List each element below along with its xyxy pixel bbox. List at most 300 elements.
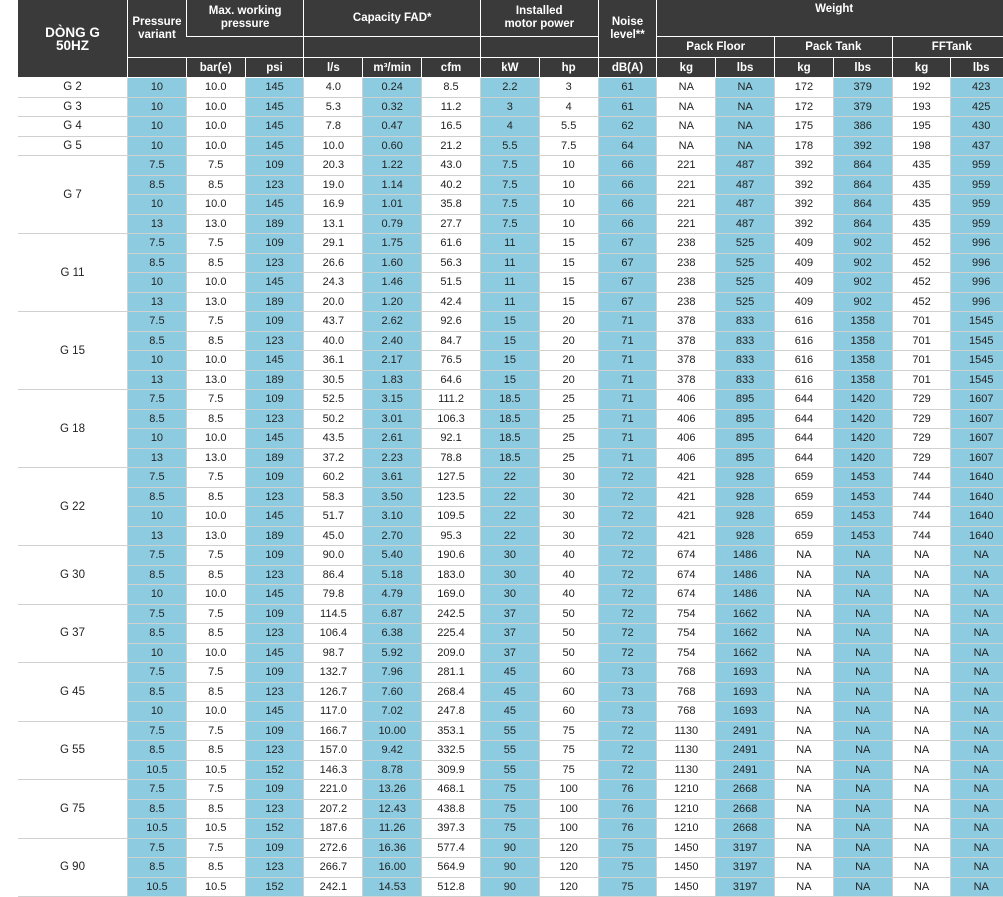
value-cell: 242.5 [422,604,481,624]
value-cell: 7.5 [186,546,245,566]
value-cell: 7.5 [186,604,245,624]
model-cell: G 18 [18,390,128,468]
value-cell: NA [892,565,951,585]
value-cell: 40 [539,565,598,585]
value-cell: 20.0 [304,292,363,312]
value-cell: NA [892,819,951,839]
table-row [18,331,1003,351]
value-cell: 189 [245,292,304,312]
table-row [18,175,1003,195]
value-cell: 55 [480,721,539,741]
value-cell: 659 [775,468,834,488]
value-cell: 145 [245,702,304,722]
value-cell: 379 [833,97,892,117]
value-cell: 25 [539,429,598,449]
value-cell: NA [951,643,1003,663]
value-cell: 26.6 [304,253,363,273]
value-cell: 10 [128,136,187,156]
value-cell: 71 [598,409,657,429]
value-cell: 192 [892,78,951,98]
noise-level-header: Noise level** [598,0,657,58]
value-cell: 1693 [716,682,775,702]
value-cell: NA [951,858,1003,878]
value-cell: NA [892,721,951,741]
value-cell: NA [775,546,834,566]
model-cell: G 15 [18,312,128,390]
value-cell: 66 [598,214,657,234]
value-cell: 1.46 [363,273,422,293]
value-cell: 15 [539,273,598,293]
value-cell: 10 [539,156,598,176]
value-cell: 959 [951,195,1003,215]
table-row [18,877,1003,897]
model-cell: G 3 [18,97,128,117]
value-cell: 10.0 [186,643,245,663]
value-cell: NA [833,838,892,858]
value-cell: 43.7 [304,312,363,332]
value-cell: 8.5 [128,858,187,878]
value-cell: 15 [480,351,539,371]
value-cell: 1130 [657,721,716,741]
value-cell: 10.0 [186,702,245,722]
value-cell: 8.5 [186,565,245,585]
value-cell: 123 [245,565,304,585]
value-cell: 172 [775,97,834,117]
value-cell: 768 [657,702,716,722]
value-cell: 1.22 [363,156,422,176]
value-cell: 123 [245,487,304,507]
value-cell: 10 [539,214,598,234]
value-cell: 13 [128,292,187,312]
value-cell: 3 [480,97,539,117]
value-cell: NA [951,624,1003,644]
value-cell: 92.6 [422,312,481,332]
value-cell: 11.2 [422,97,481,117]
value-cell: 421 [657,487,716,507]
value-cell: NA [833,760,892,780]
value-cell: 75 [480,819,539,839]
value-cell: 0.60 [363,136,422,156]
value-cell: 123 [245,175,304,195]
value-cell: 7.5 [128,604,187,624]
value-cell: NA [775,799,834,819]
value-cell: NA [833,858,892,878]
value-cell: 644 [775,409,834,429]
value-cell: 15 [539,253,598,273]
value-cell: 7.5 [128,312,187,332]
model-cell: G 22 [18,468,128,546]
value-cell: 157.0 [304,741,363,761]
value-cell: 7.5 [480,195,539,215]
value-cell: 1210 [657,819,716,839]
value-cell: 10.0 [186,585,245,605]
value-cell: 1.01 [363,195,422,215]
value-cell: 487 [716,175,775,195]
value-cell: 379 [833,78,892,98]
value-cell: 10.0 [304,136,363,156]
value-cell: 8.5 [186,799,245,819]
value-cell: 902 [833,292,892,312]
value-cell: 16.5 [422,117,481,137]
value-cell: NA [951,565,1003,585]
value-cell: 616 [775,370,834,390]
value-cell: 425 [951,97,1003,117]
table-row [18,760,1003,780]
value-cell: 30 [480,565,539,585]
value-cell: 36.1 [304,351,363,371]
value-cell: 45 [480,702,539,722]
value-cell: 25 [539,390,598,410]
table-row [18,78,1003,98]
value-cell: 5.18 [363,565,422,585]
value-cell: 10.0 [186,117,245,137]
value-cell: NA [892,702,951,722]
value-cell: 45.0 [304,526,363,546]
value-cell: 238 [657,292,716,312]
value-cell: 8.5 [128,741,187,761]
value-cell: 40.0 [304,331,363,351]
value-cell: NA [833,585,892,605]
value-cell: 744 [892,507,951,527]
value-cell: 123 [245,624,304,644]
value-cell: 120 [539,858,598,878]
value-cell: 8.5 [128,682,187,702]
value-cell: 10 [128,97,187,117]
value-cell: NA [951,604,1003,624]
value-cell: 1420 [833,409,892,429]
value-cell: 895 [716,390,775,410]
value-cell: 19.0 [304,175,363,195]
value-cell: 30 [539,507,598,527]
value-cell: 51.5 [422,273,481,293]
value-cell: NA [775,877,834,897]
value-cell: 123 [245,331,304,351]
value-cell: 902 [833,253,892,273]
value-cell: 10.5 [186,819,245,839]
value-cell: 7.5 [539,136,598,156]
value-cell: NA [775,741,834,761]
value-cell: 452 [892,234,951,254]
fftank-lbs-unit: lbs [951,58,1003,78]
value-cell: 187.6 [304,819,363,839]
pack-tank-header: Pack Tank [775,37,893,58]
value-cell: 132.7 [304,663,363,683]
value-cell: 3 [539,78,598,98]
table-row [18,448,1003,468]
value-cell: 67 [598,234,657,254]
model-cell: G 37 [18,604,128,663]
value-cell: 996 [951,253,1003,273]
value-cell: 109 [245,604,304,624]
value-cell: 1.75 [363,234,422,254]
value-cell: 72 [598,507,657,527]
value-cell: 7.8 [304,117,363,137]
value-cell: 189 [245,448,304,468]
cfm-unit: cfm [422,58,481,78]
value-cell: NA [892,643,951,663]
m3min-unit: m³/min [363,58,422,78]
value-cell: 768 [657,682,716,702]
value-cell: 225.4 [422,624,481,644]
value-cell: 1640 [951,487,1003,507]
value-cell: 10 [128,643,187,663]
value-cell: 487 [716,214,775,234]
table-row [18,838,1003,858]
value-cell: 145 [245,643,304,663]
table-row [18,702,1003,722]
value-cell: 18.5 [480,448,539,468]
value-cell: 1662 [716,624,775,644]
value-cell: 20 [539,312,598,332]
value-cell: 58.3 [304,487,363,507]
value-cell: 1693 [716,663,775,683]
value-cell: NA [833,819,892,839]
value-cell: 1453 [833,526,892,546]
value-cell: 66 [598,156,657,176]
value-cell: 1486 [716,565,775,585]
table-row [18,663,1003,683]
table-row [18,351,1003,371]
value-cell: 7.5 [186,312,245,332]
value-cell: 145 [245,507,304,527]
table-row [18,390,1003,410]
value-cell: 146.3 [304,760,363,780]
value-cell: 902 [833,234,892,254]
value-cell: 1607 [951,390,1003,410]
value-cell: NA [833,721,892,741]
value-cell: 928 [716,487,775,507]
value-cell: 13 [128,370,187,390]
value-cell: 109 [245,234,304,254]
value-cell: 10.0 [186,78,245,98]
model-series-label: DÒNG G [45,24,100,40]
pack-floor-kg-unit: kg [657,58,716,78]
value-cell: 72 [598,721,657,741]
value-cell: 145 [245,273,304,293]
value-cell: 37.2 [304,448,363,468]
value-cell: 72 [598,643,657,663]
value-cell: NA [775,702,834,722]
pack-floor-header: Pack Floor [657,37,775,58]
value-cell: 10.0 [186,429,245,449]
value-cell: 13.0 [186,292,245,312]
value-cell: 84.7 [422,331,481,351]
ls-unit: l/s [304,58,363,78]
value-cell: 11 [480,292,539,312]
value-cell: 1453 [833,487,892,507]
value-cell: 644 [775,448,834,468]
value-cell: 409 [775,253,834,273]
value-cell: 10 [128,195,187,215]
value-cell: 959 [951,175,1003,195]
value-cell: 5.40 [363,546,422,566]
value-cell: 10.0 [186,136,245,156]
value-cell: 1545 [951,370,1003,390]
value-cell: 50.2 [304,409,363,429]
value-cell: NA [951,546,1003,566]
value-cell: 55 [480,760,539,780]
value-cell: 8.5 [128,624,187,644]
value-cell: 123 [245,253,304,273]
value-cell: NA [951,780,1003,800]
value-cell: 175 [775,117,834,137]
value-cell: 76 [598,819,657,839]
value-cell: NA [833,546,892,566]
table-row [18,721,1003,741]
motor-subheader-spacer [480,37,598,58]
value-cell: 247.8 [422,702,481,722]
value-cell: 76 [598,799,657,819]
value-cell: 109 [245,546,304,566]
value-cell: 7.5 [186,780,245,800]
value-cell: 659 [775,526,834,546]
value-cell: 309.9 [422,760,481,780]
value-cell: 52.5 [304,390,363,410]
value-cell: 178 [775,136,834,156]
value-cell: 9.42 [363,741,422,761]
value-cell: 221.0 [304,780,363,800]
value-cell: NA [892,838,951,858]
value-cell: 123.5 [422,487,481,507]
value-cell: 729 [892,429,951,449]
value-cell: 1545 [951,331,1003,351]
table-row [18,526,1003,546]
value-cell: 72 [598,526,657,546]
value-cell: 10 [539,175,598,195]
value-cell: 242.1 [304,877,363,897]
value-cell: 16.9 [304,195,363,215]
table-row [18,565,1003,585]
value-cell: 13 [128,448,187,468]
value-cell: 5.3 [304,97,363,117]
value-cell: 423 [951,78,1003,98]
value-cell: 75 [539,760,598,780]
value-cell: 13 [128,526,187,546]
value-cell: 6.87 [363,604,422,624]
value-cell: 75 [539,741,598,761]
value-cell: 833 [716,312,775,332]
value-cell: NA [833,702,892,722]
model-series-header [18,0,128,78]
table-row [18,819,1003,839]
psi-unit: psi [245,58,304,78]
pressure-variant-unit-spacer [128,58,187,78]
value-cell: NA [892,741,951,761]
value-cell: 996 [951,273,1003,293]
value-cell: 123 [245,741,304,761]
value-cell: NA [775,780,834,800]
value-cell: NA [775,682,834,702]
value-cell: NA [951,819,1003,839]
value-cell: 10 [128,273,187,293]
value-cell: NA [775,585,834,605]
value-cell: 221 [657,214,716,234]
value-cell: 238 [657,234,716,254]
value-cell: 525 [716,234,775,254]
value-cell: 13 [128,214,187,234]
capacity-subheader-spacer [304,37,480,58]
value-cell: 392 [775,214,834,234]
value-cell: 378 [657,351,716,371]
value-cell: 744 [892,468,951,488]
value-cell: 7.5 [186,721,245,741]
value-cell: 754 [657,643,716,663]
value-cell: 90.0 [304,546,363,566]
value-cell: 16.00 [363,858,422,878]
value-cell: 8.5 [186,487,245,507]
value-cell: 701 [892,331,951,351]
value-cell: 1210 [657,780,716,800]
value-cell: 50 [539,624,598,644]
value-cell: 221 [657,156,716,176]
value-cell: 198 [892,136,951,156]
value-cell: 145 [245,195,304,215]
value-cell: 20 [539,370,598,390]
value-cell: NA [657,97,716,117]
value-cell: 100 [539,799,598,819]
value-cell: 67 [598,273,657,293]
value-cell: 61 [598,97,657,117]
value-cell: 1450 [657,858,716,878]
value-cell: 281.1 [422,663,481,683]
value-cell: 7.5 [128,663,187,683]
value-cell: NA [716,136,775,156]
fftank-kg-unit: kg [892,58,951,78]
value-cell: 421 [657,526,716,546]
value-cell: 71 [598,331,657,351]
value-cell: 378 [657,331,716,351]
value-cell: 2.17 [363,351,422,371]
value-cell: 12.43 [363,799,422,819]
value-cell: 79.8 [304,585,363,605]
table-row [18,214,1003,234]
value-cell: 3.01 [363,409,422,429]
value-cell: NA [951,663,1003,683]
value-cell: 72 [598,565,657,585]
value-cell: 7.5 [186,234,245,254]
value-cell: 10 [128,585,187,605]
value-cell: 10.5 [186,877,245,897]
value-cell: 1420 [833,390,892,410]
value-cell: 754 [657,624,716,644]
value-cell: 902 [833,273,892,293]
value-cell: 8.5 [186,682,245,702]
value-cell: 72 [598,546,657,566]
value-cell: NA [657,136,716,156]
value-cell: 4 [480,117,539,137]
value-cell: NA [951,760,1003,780]
value-cell: 397.3 [422,819,481,839]
value-cell: 123 [245,858,304,878]
value-cell: 7.5 [128,234,187,254]
max-working-pressure-header: Max. working pressure [186,0,304,37]
value-cell: 183.0 [422,565,481,585]
value-cell: 895 [716,429,775,449]
value-cell: 7.5 [128,468,187,488]
value-cell: 2.23 [363,448,422,468]
table-row [18,682,1003,702]
value-cell: 409 [775,292,834,312]
value-cell: 3.10 [363,507,422,527]
value-cell: 109 [245,312,304,332]
value-cell: 37 [480,643,539,663]
value-cell: 435 [892,156,951,176]
value-cell: 895 [716,409,775,429]
value-cell: 145 [245,97,304,117]
value-cell: 674 [657,546,716,566]
value-cell: 189 [245,370,304,390]
value-cell: 1450 [657,838,716,858]
